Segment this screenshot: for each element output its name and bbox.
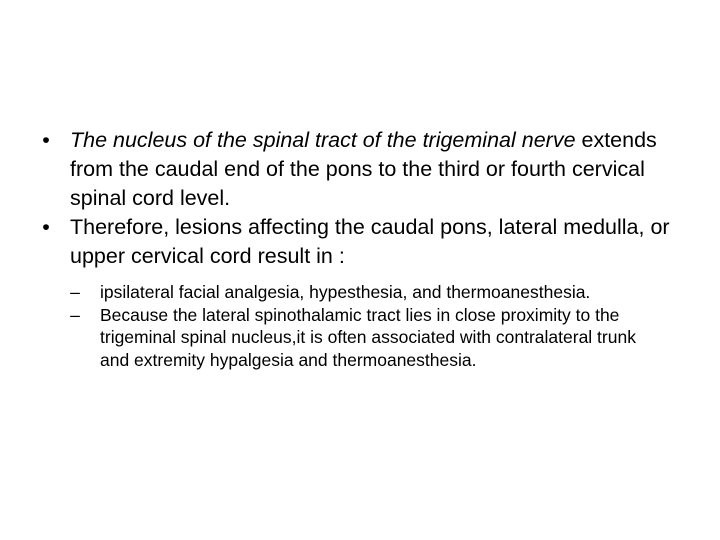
sub-bullet-text: Because the lateral spinothalamic tract lies in close proximity to the trigeminal spinal nucleus,it is often associated with contralateral trunk and extremity hypalgesia and thermoanesthesia. <box>100 304 636 370</box>
sub-bullet-list <box>36 281 686 371</box>
bullet-list <box>36 126 686 271</box>
sub-bullet-marker: – <box>70 304 80 325</box>
bullet-marker: • <box>42 215 50 239</box>
bullet-text: Therefore, lesions affecting the caudal pons, lateral medulla, or upper cervical cord result in : <box>70 215 670 268</box>
slide-body <box>36 126 686 371</box>
sub-bullet-item-spinothalamic <box>64 304 660 372</box>
bullet-italic-text: The nucleus of the spinal tract of the trigeminal nerve <box>70 128 576 152</box>
sub-bullet-item-ipsilateral <box>64 281 660 304</box>
bullet-marker: • <box>42 128 50 152</box>
sub-bullet-text: ipsilateral facial analgesia, hypesthesia, and thermoanesthesia. <box>100 282 591 302</box>
bullet-text: extends from the caudal end of the pons to the third or fourth cervical spinal cord level. <box>70 128 657 210</box>
sub-bullet-marker: – <box>70 282 80 302</box>
bullet-item-trigeminal-nucleus <box>36 126 686 213</box>
bullet-item-lesions <box>36 213 686 271</box>
